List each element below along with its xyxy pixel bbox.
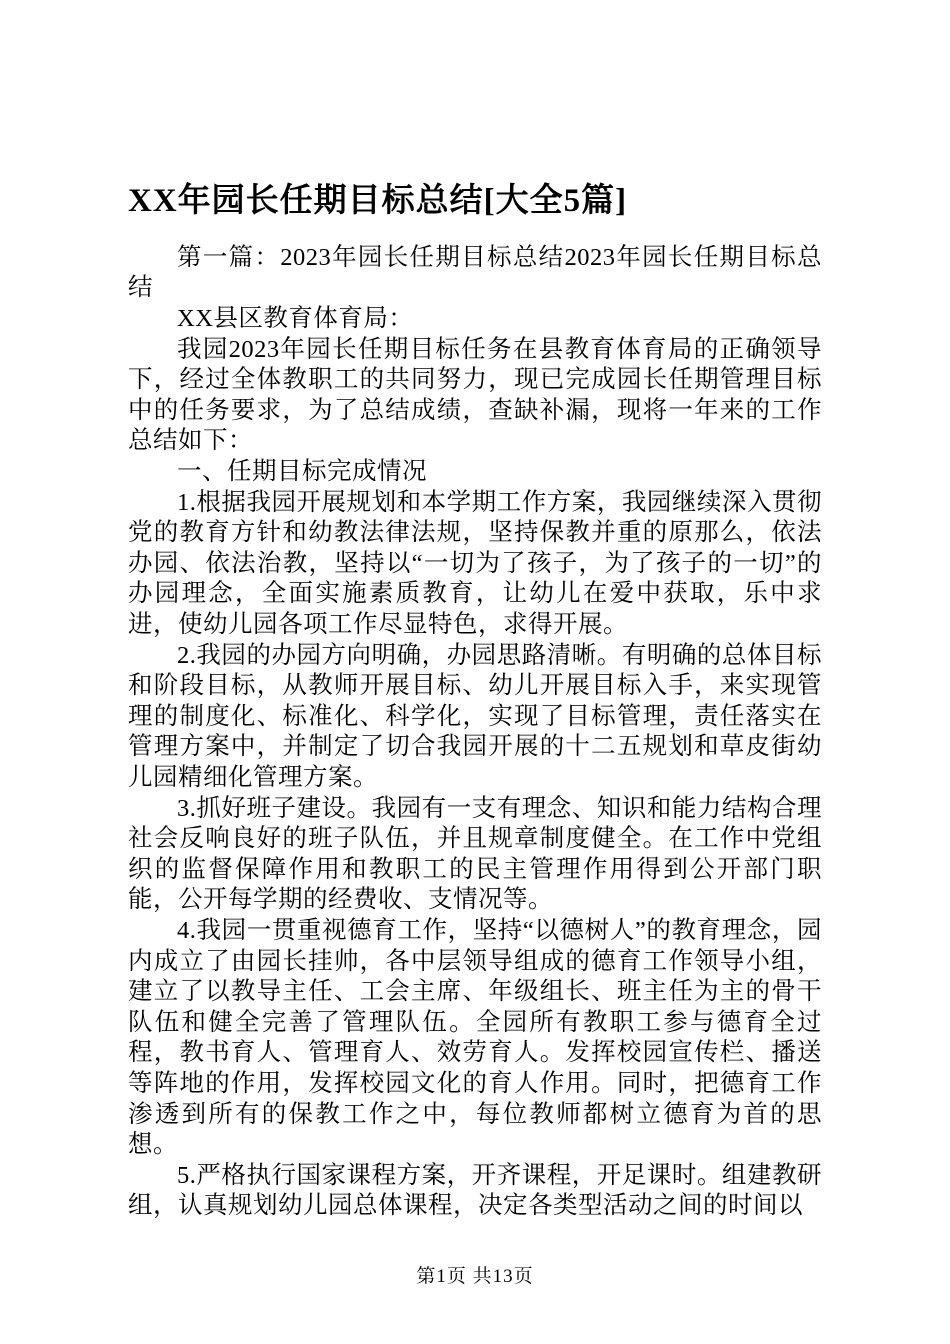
paragraph: 我园2023年园长任期目标任务在县教育体育局的正确领导下，经过全体教职工的共同努力，现已完成园长任期管理目标中的任务要求，为了总结成绩，查缺补漏，现将一年来的工作总结如下：: [128, 335, 822, 455]
paragraph: 5.严格执行国家课程方案，开齐课程，开足课时。组建教研组，认真规划幼儿园总体课程，决定各类型活动之间的时间以: [128, 1161, 822, 1220]
paragraph: XX县区教育体育局：: [177, 305, 414, 333]
paragraph: 一、任期目标完成情况: [177, 458, 427, 486]
paragraph: 2.我园的办园方向明确，办园思路清晰。有明确的总体目标和阶段目标，从教师开展目标、幼儿开展目标入手，来实现管理的制度化、标准化、科学化，实现了目标管理，责任落实在管理方案中，并制定了切合我园开展的十二五规划和草皮街幼儿园精细化管理方案。: [128, 641, 822, 791]
page-number-label: 第1页 共13页: [416, 1266, 534, 1287]
paragraph: 第一篇：2023年园长任期目标总结2023年园长任期目标总结: [128, 243, 822, 302]
paragraph: 4.我园一贯重视德育工作，坚持“以德树人”的教育理念，园内成立了由园长挂帅，各中层领导组成的德育工作领导小组，建立了以教导主任、工会主席、年级组长、班主任为主的骨干队伍和健全完善了管理队伍。全园所有教职工参与德育全过程，教书育人、管理育人、效劳育人。发挥校园宣传栏、播送等阵地的作用，发挥校园文化的育人作用。同时，把德育工作渗透到所有的保教工作之中，每位教师都树立德育为首的思想。: [128, 916, 822, 1159]
page-footer: [0, 1261, 950, 1288]
document-title: XX年园长任期目标总结[大全5篇]: [128, 183, 628, 219]
document-body: [128, 243, 822, 1222]
paragraph: 1.根据我园开展规划和本学期工作方案，我园继续深入贯彻党的教育方针和幼教法律法规，坚持保教并重的原那么，依法办园、依法治教，坚持以“一切为了孩子，为了孩子的一切”的办园理念，全面实施素质教育，让幼儿在爱中获取，乐中求进，使幼儿园各项工作尽显特色，求得开展。: [128, 488, 822, 639]
paragraph: 3.抓好班子建设。我园有一支有理念、知识和能力结构合理社会反响良好的班子队伍，并且规章制度健全。在工作中党组织的监督保障作用和教职工的民主管理作用得到公开部门职能，公开每学期的经费收、支情况等。: [128, 794, 822, 914]
